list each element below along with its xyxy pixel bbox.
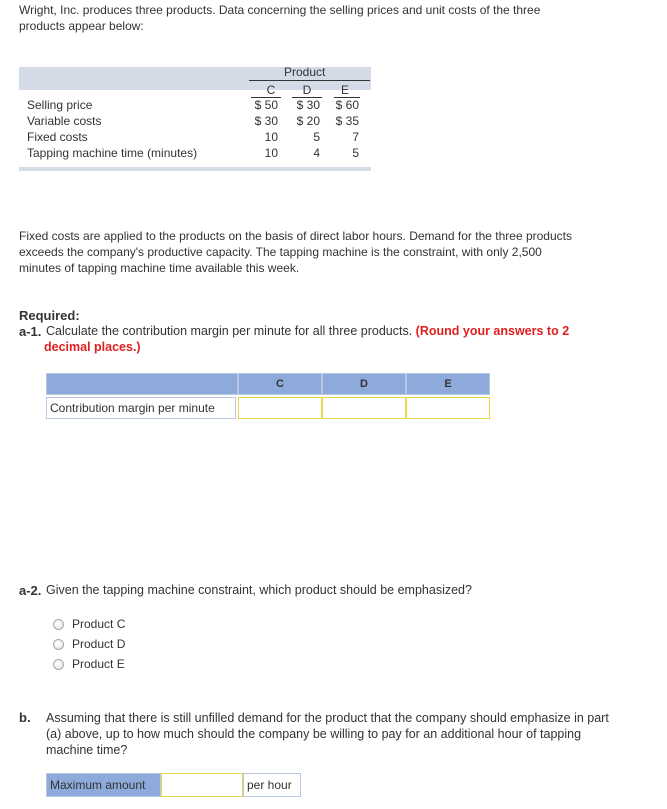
radio-product-e[interactable] <box>53 659 64 670</box>
option-label-product-e[interactable]: Product E <box>72 657 125 671</box>
maximum-amount-input[interactable] <box>161 773 243 797</box>
answer-column-e: E <box>406 373 490 395</box>
fixed-costs-d: 5 <box>313 130 320 144</box>
row-label-variable-costs: Variable costs <box>27 114 102 128</box>
answer-column-c: C <box>238 373 322 395</box>
a1-question-text: Calculate the contribution margin per minute for all three products. <box>46 324 413 338</box>
cm-per-minute-e-input[interactable] <box>406 397 490 419</box>
maximum-amount-label: Maximum amount <box>46 773 161 797</box>
fixed-costs-c: 10 <box>264 130 278 144</box>
b-question-line-1: Assuming that there is still unfilled demand for the product that the company should emphasize in part <box>46 711 609 725</box>
intro-line-1: Wright, Inc. produces three products. Data concerning the selling prices and unit costs of the three <box>19 3 541 17</box>
b-question-line-2: (a) above, up to how much should the company be willing to pay for an additional hour of tapping <box>46 727 582 741</box>
context-line-3: minutes of tapping machine time available this week. <box>19 261 300 275</box>
selling-price-c: $ 50 <box>254 98 278 112</box>
intro-line-2: products appear below: <box>19 19 144 33</box>
intro-text <box>19 2 540 34</box>
a1-rounding-note-cont: decimal places.) <box>44 340 141 354</box>
radio-product-c[interactable] <box>53 619 64 630</box>
fixed-costs-e: 7 <box>352 130 359 144</box>
a2-question: Given the tapping machine constraint, which product should be emphasized? <box>46 583 472 597</box>
cm-per-minute-label: Contribution margin per minute <box>46 397 236 419</box>
b-question-line-3: machine time? <box>46 743 128 757</box>
row-label-fixed-costs: Fixed costs <box>27 130 88 144</box>
a1-prefix: a-1. <box>19 324 42 339</box>
per-hour-unit: per hour <box>243 773 301 797</box>
selling-price-d: $ 30 <box>296 98 320 112</box>
selling-price-e: $ 60 <box>335 98 359 112</box>
cm-per-minute-d-input[interactable] <box>322 397 406 419</box>
column-header-e: E <box>340 83 349 97</box>
product-group-header: Product <box>284 65 326 79</box>
context-line-1: Fixed costs are applied to the products on the basis of direct labor hours. Demand for the three products <box>19 229 572 243</box>
a2-prefix: a-2. <box>19 583 42 598</box>
tapping-time-d: 4 <box>313 146 320 160</box>
row-label-tapping-time: Tapping machine time (minutes) <box>27 146 198 160</box>
radio-product-d[interactable] <box>53 639 64 650</box>
context-text <box>19 228 572 276</box>
variable-costs-c: $ 30 <box>254 114 278 128</box>
cm-per-minute-c-input[interactable] <box>238 397 322 419</box>
tapping-time-c: 10 <box>264 146 278 160</box>
product-table-footer-band <box>19 167 371 171</box>
option-label-product-c[interactable]: Product C <box>72 617 126 631</box>
variable-costs-d: $ 20 <box>296 114 320 128</box>
column-header-d: D <box>302 83 312 97</box>
answer-table-corner <box>46 373 238 395</box>
context-line-2: exceeds the company's productive capacity. The tapping machine is the constraint, with only 2,500 <box>19 245 542 259</box>
variable-costs-e: $ 35 <box>335 114 359 128</box>
a1-rounding-note: (Round your answers to 2 <box>415 324 570 338</box>
row-label-selling-price: Selling price <box>27 98 93 112</box>
b-prefix: b. <box>19 710 31 725</box>
required-heading: Required: <box>19 308 80 323</box>
a1-question <box>46 324 569 338</box>
column-header-c: C <box>266 83 276 97</box>
answer-column-d: D <box>322 373 406 395</box>
product-header-rule <box>249 80 370 81</box>
tapping-time-e: 5 <box>352 146 359 160</box>
b-question <box>46 710 609 758</box>
option-label-product-d[interactable]: Product D <box>72 637 126 651</box>
